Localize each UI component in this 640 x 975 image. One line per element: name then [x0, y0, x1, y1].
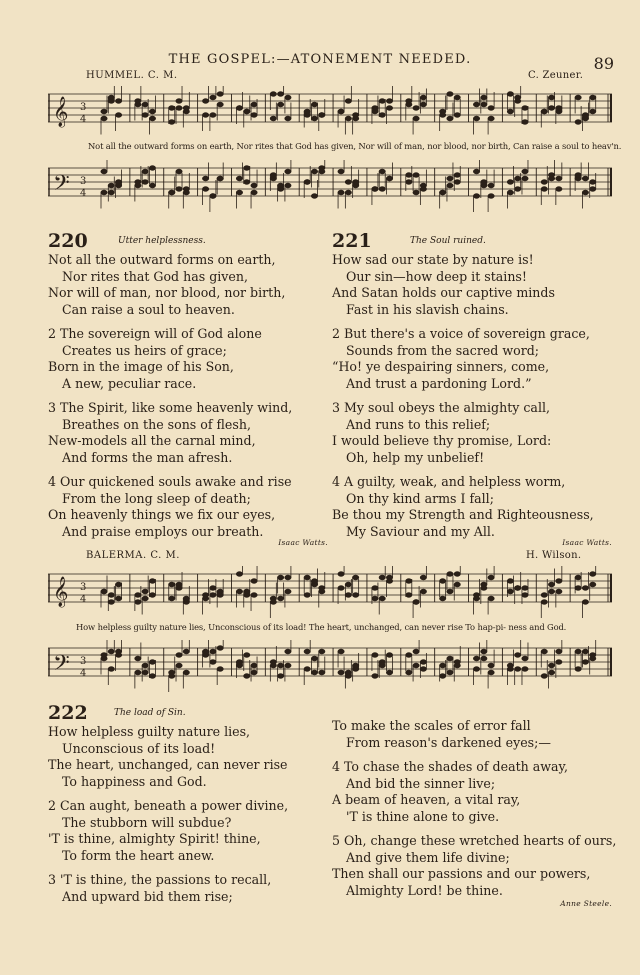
svg-text:4: 4 — [80, 594, 87, 605]
verse-line: Sounds from the sacred word; — [346, 342, 540, 358]
svg-text:3: 3 — [80, 582, 87, 593]
verse-line: 2 The sovereign will of God alone — [48, 326, 262, 341]
verse-line: My Saviour and my All. — [346, 523, 495, 539]
svg-text:𝄞: 𝄞 — [53, 577, 69, 607]
verse-line: New-models all the carnal mind, — [48, 433, 256, 448]
svg-text:4: 4 — [80, 114, 87, 125]
verse-line: 4 A guilty, weak, and helpless worm, — [332, 474, 566, 489]
verse-line: To happiness and God. — [62, 773, 207, 789]
verse-line: 3 The Spirit, like some heavenly wind, — [48, 400, 293, 415]
verse-line: And bid the sinner live; — [346, 775, 496, 791]
verse-line: To make the scales of error fall — [332, 718, 531, 733]
verse-line: 5 Oh, change these wretched hearts of ours, — [332, 833, 617, 848]
verse-line: Breathes on the sons of flesh, — [62, 416, 251, 432]
svg-text:4: 4 — [80, 188, 87, 199]
svg-text:4: 4 — [80, 668, 87, 679]
verse-line: On thy kind arms I fall; — [346, 490, 494, 506]
verse-line: On heavenly things we fix our eyes, — [48, 507, 276, 522]
tune-name: HUMMEL. C. M. — [86, 70, 178, 81]
verse-line: Our sin—how deep it stains! — [346, 268, 527, 284]
hymn-number: 221 — [332, 230, 372, 252]
verse-line: I would believe thy promise, Lord: — [332, 433, 552, 448]
verse-line: And trust a pardoning Lord.” — [346, 375, 532, 391]
hymn-222-continued — [332, 718, 617, 908]
verse-line: From reason's darkened eyes;— — [346, 734, 551, 750]
verse-line: Almighty Lord! be thine. — [346, 882, 503, 898]
verse-line: 3 'T is thine, the passions to recall, — [48, 872, 272, 887]
tune-composer: H. Wilson. — [526, 550, 582, 561]
verse-line: 'T is thine, almighty Spirit! thine, — [48, 831, 261, 846]
verse-line: “Ho! ye despairing sinners, come, — [332, 359, 550, 374]
hymn-subtitle: The Soul ruined. — [410, 236, 486, 246]
verse-line: Nor will of man, nor blood, nor birth, — [48, 285, 286, 300]
verse-line: A beam of heaven, a vital ray, — [332, 792, 521, 807]
hymn-author: Isaac Watts. — [562, 538, 612, 547]
verse-line: Unconscious of its load! — [62, 740, 216, 756]
verse-line: 4 To chase the shades of death away, — [332, 759, 568, 774]
tune-name: BALERMA. C. M. — [86, 550, 180, 561]
verse-line: How helpless guilty nature lies, — [48, 724, 251, 739]
verse-line: And forms the man afresh. — [62, 449, 233, 465]
verse-line: 4 Our quickened souls awake and rise — [48, 474, 292, 489]
verse-line: Can raise a soul to heaven. — [62, 301, 235, 317]
hymn-221 — [332, 230, 612, 547]
svg-text:3: 3 — [80, 102, 87, 113]
verse-line: 2 But there's a voice of sovereign grace, — [332, 326, 590, 341]
verse-line: Born in the image of his Son, — [48, 359, 234, 374]
verse-line: The heart, unchanged, can never rise — [48, 757, 288, 772]
hymn-author: Anne Steele. — [560, 899, 612, 908]
verse-line: And runs to this relief; — [346, 416, 491, 432]
verse-line: How sad our state by nature is! — [332, 252, 534, 267]
tune-underlay-lyrics: How helpless guilty nature lies, Unconscious of its load! The heart, unchanged, can never rise To hap-pi- ness and God. — [76, 622, 567, 632]
svg-text:𝄢: 𝄢 — [53, 651, 70, 681]
verse-line: 'T is thine alone to give. — [346, 808, 500, 824]
verse-line: And praise employs our breath. — [62, 523, 264, 539]
music-staff-treble — [48, 86, 612, 138]
verse-line: Not all the outward forms on earth, — [48, 252, 276, 267]
music-staff-bass — [48, 160, 612, 212]
tune-underlay-lyrics: Not all the outward forms on earth, Nor rites that God has given, Nor will of man, nor blood, nor birth, Can raise a soul to heav'n. — [88, 141, 622, 151]
verse-line: And upward bid them rise; — [62, 888, 233, 904]
verse-line: And Satan holds our captive minds — [332, 285, 555, 300]
hymn-author: Isaac Watts. — [278, 538, 328, 547]
verse-line: To form the heart anew. — [62, 847, 215, 863]
verse-line: 2 Can aught, beneath a power divine, — [48, 798, 289, 813]
verse-line: Creates us heirs of grace; — [62, 342, 227, 358]
music-staff-bass — [48, 640, 612, 692]
hymn-subtitle: The load of Sin. — [114, 708, 186, 718]
svg-text:𝄢: 𝄢 — [53, 171, 70, 201]
hymn-number: 220 — [48, 230, 88, 252]
hymn-subtitle: Utter helplessness. — [118, 236, 206, 246]
hymn-220 — [48, 230, 328, 547]
verse-line: Then shall our passions and our powers, — [332, 866, 591, 881]
tune-composer: C. Zeuner. — [528, 70, 584, 81]
verse-line: The stubborn will subdue? — [62, 814, 232, 830]
svg-text:3: 3 — [80, 176, 87, 187]
verse-line: From the long sleep of death; — [62, 490, 251, 506]
hymn-number: 222 — [48, 702, 88, 724]
verse-line: Nor rites that God has given, — [62, 268, 248, 284]
hymn-222 — [48, 702, 328, 905]
verse-line: Oh, help my unbelief! — [346, 449, 485, 465]
music-staff-treble — [48, 566, 612, 618]
svg-text:3: 3 — [80, 656, 87, 667]
running-head: THE GOSPEL:—ATONEMENT NEEDED. — [168, 52, 472, 67]
verse-line: A new, peculiar race. — [62, 375, 197, 391]
verse-line: And give them life divine; — [346, 849, 510, 865]
verse-line: Be thou my Strength and Righteousness, — [332, 507, 594, 522]
svg-text:𝄞: 𝄞 — [53, 97, 69, 127]
verse-line: Fast in his slavish chains. — [346, 301, 509, 317]
page-number: 89 — [593, 54, 614, 73]
verse-line: 3 My soul obeys the almighty call, — [332, 400, 550, 415]
